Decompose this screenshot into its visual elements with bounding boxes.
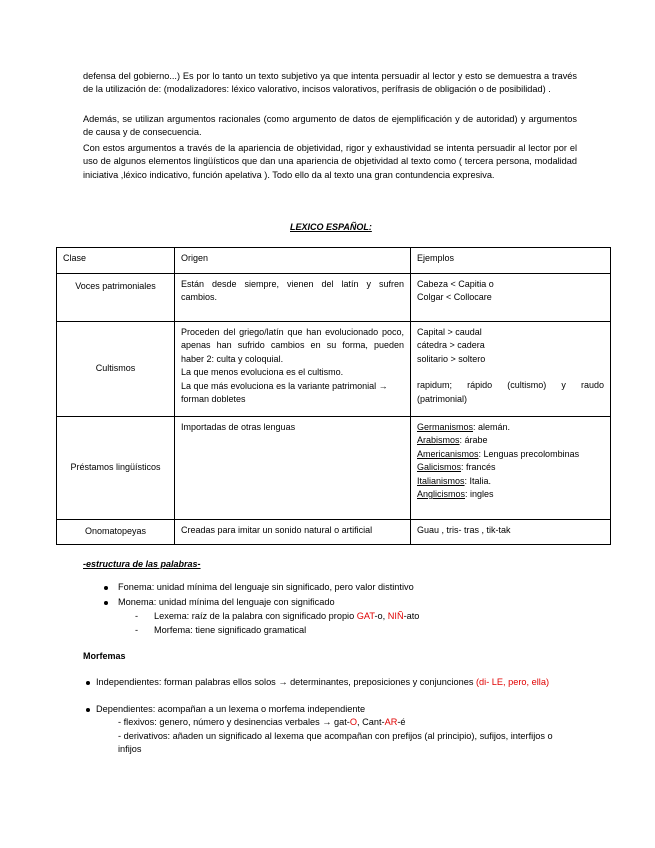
- origen-line: Proceden del griego/latín que han evolucionado poco, apenas han sufrido cambios en su forma, pueden haber 2: culta y coloquial.: [181, 327, 404, 364]
- prestamo-term: Arabismos: [417, 435, 460, 446]
- prestamo-desc: : Lenguas precolombinas: [478, 448, 580, 459]
- table-row: [57, 520, 611, 545]
- independientes-examples: (di- LE, pero, ella): [475, 677, 550, 687]
- lexema-item: [154, 610, 419, 623]
- table-row: [57, 274, 611, 322]
- origen-cell: [175, 322, 411, 417]
- ejemplos-cell: [411, 274, 611, 322]
- bullet-icon: [86, 681, 90, 685]
- lexema-example-rest: -o,: [374, 611, 388, 621]
- ejemplos-cell: [411, 417, 611, 520]
- dependientes-item: Dependientes: acompañan a un lexema o morfema independiente: [96, 704, 366, 714]
- lexema-example-root: NIÑ: [387, 611, 404, 621]
- origen-cell: Están desde siempre, vienen del latín y sufren cambios.: [175, 274, 411, 322]
- table-header-row: [57, 248, 611, 274]
- header-origen: Origen: [175, 248, 411, 274]
- lexema-example-rest: -ato: [403, 611, 420, 621]
- ejemplo-line: Capital > caudal: [417, 327, 482, 337]
- monema-item: Monema: unidad mínima del lenguaje con significado: [118, 597, 335, 607]
- flexivos-item: [118, 716, 406, 729]
- prestamo-desc: : francés: [461, 462, 496, 473]
- derivativos-item: - derivativos: añaden un significado al lexema que acompañan con prefijos (al principio), sufijos, interfijos o infijos: [118, 731, 553, 755]
- bullet-icon: [104, 586, 108, 590]
- flexivos-text: , Cant-: [357, 717, 385, 727]
- prestamo-desc: : árabe: [459, 435, 488, 446]
- lexico-title: LEXICO ESPAÑOL:: [290, 222, 372, 232]
- prestamo-term: Anglicismos: [417, 489, 466, 500]
- ejemplo-line: Colgar < Collocare: [417, 292, 492, 303]
- header-clase: Clase: [57, 248, 175, 274]
- bullet-icon: [104, 601, 108, 605]
- clase-cell: Voces patrimoniales: [57, 274, 175, 322]
- clase-cell: Préstamos lingüísticos: [57, 417, 175, 520]
- prestamo-desc: : ingles: [465, 489, 494, 500]
- origen-line: La que menos evoluciona es el cultismo.: [181, 367, 344, 378]
- flexivos-text: - flexivos: genero, número y desinencias verbales → gat-: [118, 717, 350, 727]
- dash-icon: -: [135, 625, 139, 635]
- flexivos-text: -é: [397, 717, 406, 727]
- prestamo-term: Germanismos: [417, 422, 474, 432]
- ejemplos-cell: Guau , tris- tras , tik-tak: [411, 520, 611, 545]
- ejemplo-line: solitario > soltero: [417, 353, 486, 364]
- dash-icon: -: [135, 611, 139, 621]
- intro-paragraph-1: defensa del gobierno...) Es por lo tanto un texto subjetivo ya que intenta persuadir al lector y esto se demuestra a través de la utilización de: (modalizadores: léxico valorativo, incisos valorativos, perífrasis de obligación o de posibilidad) .: [83, 71, 577, 95]
- origen-line: La que más evoluciona es la variante patrimonial → forman dobletes: [181, 380, 388, 405]
- clase-cell: Onomatopeyas: [57, 520, 175, 545]
- intro-paragraph-3: Con estos argumentos a través de la apariencia de objetividad, rigor y exhaustividad se intenta persuadir al lector por el uso de algunos elementos lingüísticos que dan una apariencia de objetividad al texto como ( tercera persona, modalidad iniciativa ,léxico indicativo, función apelativa ). Todo ello da al texto una gran contundencia expresiva.: [83, 143, 577, 180]
- independientes-text: Independientes: forman palabras ellos solos → determinantes, preposiciones y conjunciones: [96, 677, 476, 687]
- lexema-text: Lexema: raíz de la palabra con significado propio: [154, 611, 357, 621]
- prestamo-term: Italianismos: [417, 475, 465, 486]
- flexivos-suffix: O: [349, 717, 357, 727]
- clase-cell: Cultismos: [57, 322, 175, 417]
- ejemplo-line: [417, 448, 604, 461]
- bullet-icon: [86, 708, 90, 712]
- ejemplo-line: Cabeza < Capitia o: [417, 279, 494, 289]
- table-row: [57, 417, 611, 520]
- origen-cell: Importadas de otras lenguas: [175, 417, 411, 520]
- lexico-table: [56, 247, 611, 545]
- intro-paragraph-2: Además, se utilizan argumentos racionales (como argumento de datos de ejemplificación y de autoridad) y argumentos de causa y de consecuencia.: [83, 114, 577, 138]
- independientes-item: [96, 676, 576, 689]
- morfemas-title: Morfemas: [83, 651, 126, 661]
- ejemplo-line: [417, 461, 604, 474]
- ejemplo-line: cátedra > cadera: [417, 340, 485, 351]
- table-row: [57, 322, 611, 417]
- ejemplo-line: [417, 488, 604, 501]
- prestamo-term: Americanismos: [417, 448, 479, 459]
- fonema-item: Fonema: unidad mínima del lenguaje sin significado, pero valor distintivo: [118, 582, 414, 592]
- flexivos-suffix: AR: [384, 717, 398, 727]
- header-ejemplos: Ejemplos: [411, 248, 611, 274]
- ejemplo-line: rapidum; rápido (cultismo) y raudo (patrimonial): [417, 380, 604, 404]
- prestamo-desc: : Italia.: [464, 475, 492, 486]
- prestamo-term: Galicismos: [417, 462, 462, 473]
- ejemplo-line: [417, 475, 604, 488]
- estructura-title: -estructura de las palabras-: [83, 559, 201, 569]
- morfema-item: Morfema: tiene significado gramatical: [154, 625, 307, 635]
- lexema-example-root: GAT: [356, 611, 375, 621]
- origen-cell: Creadas para imitar un sonido natural o artificial: [175, 520, 411, 545]
- ejemplo-line: [417, 434, 604, 447]
- prestamo-desc: : alemán.: [473, 422, 511, 432]
- ejemplos-cell: [411, 322, 611, 417]
- ejemplo-line: [417, 421, 604, 434]
